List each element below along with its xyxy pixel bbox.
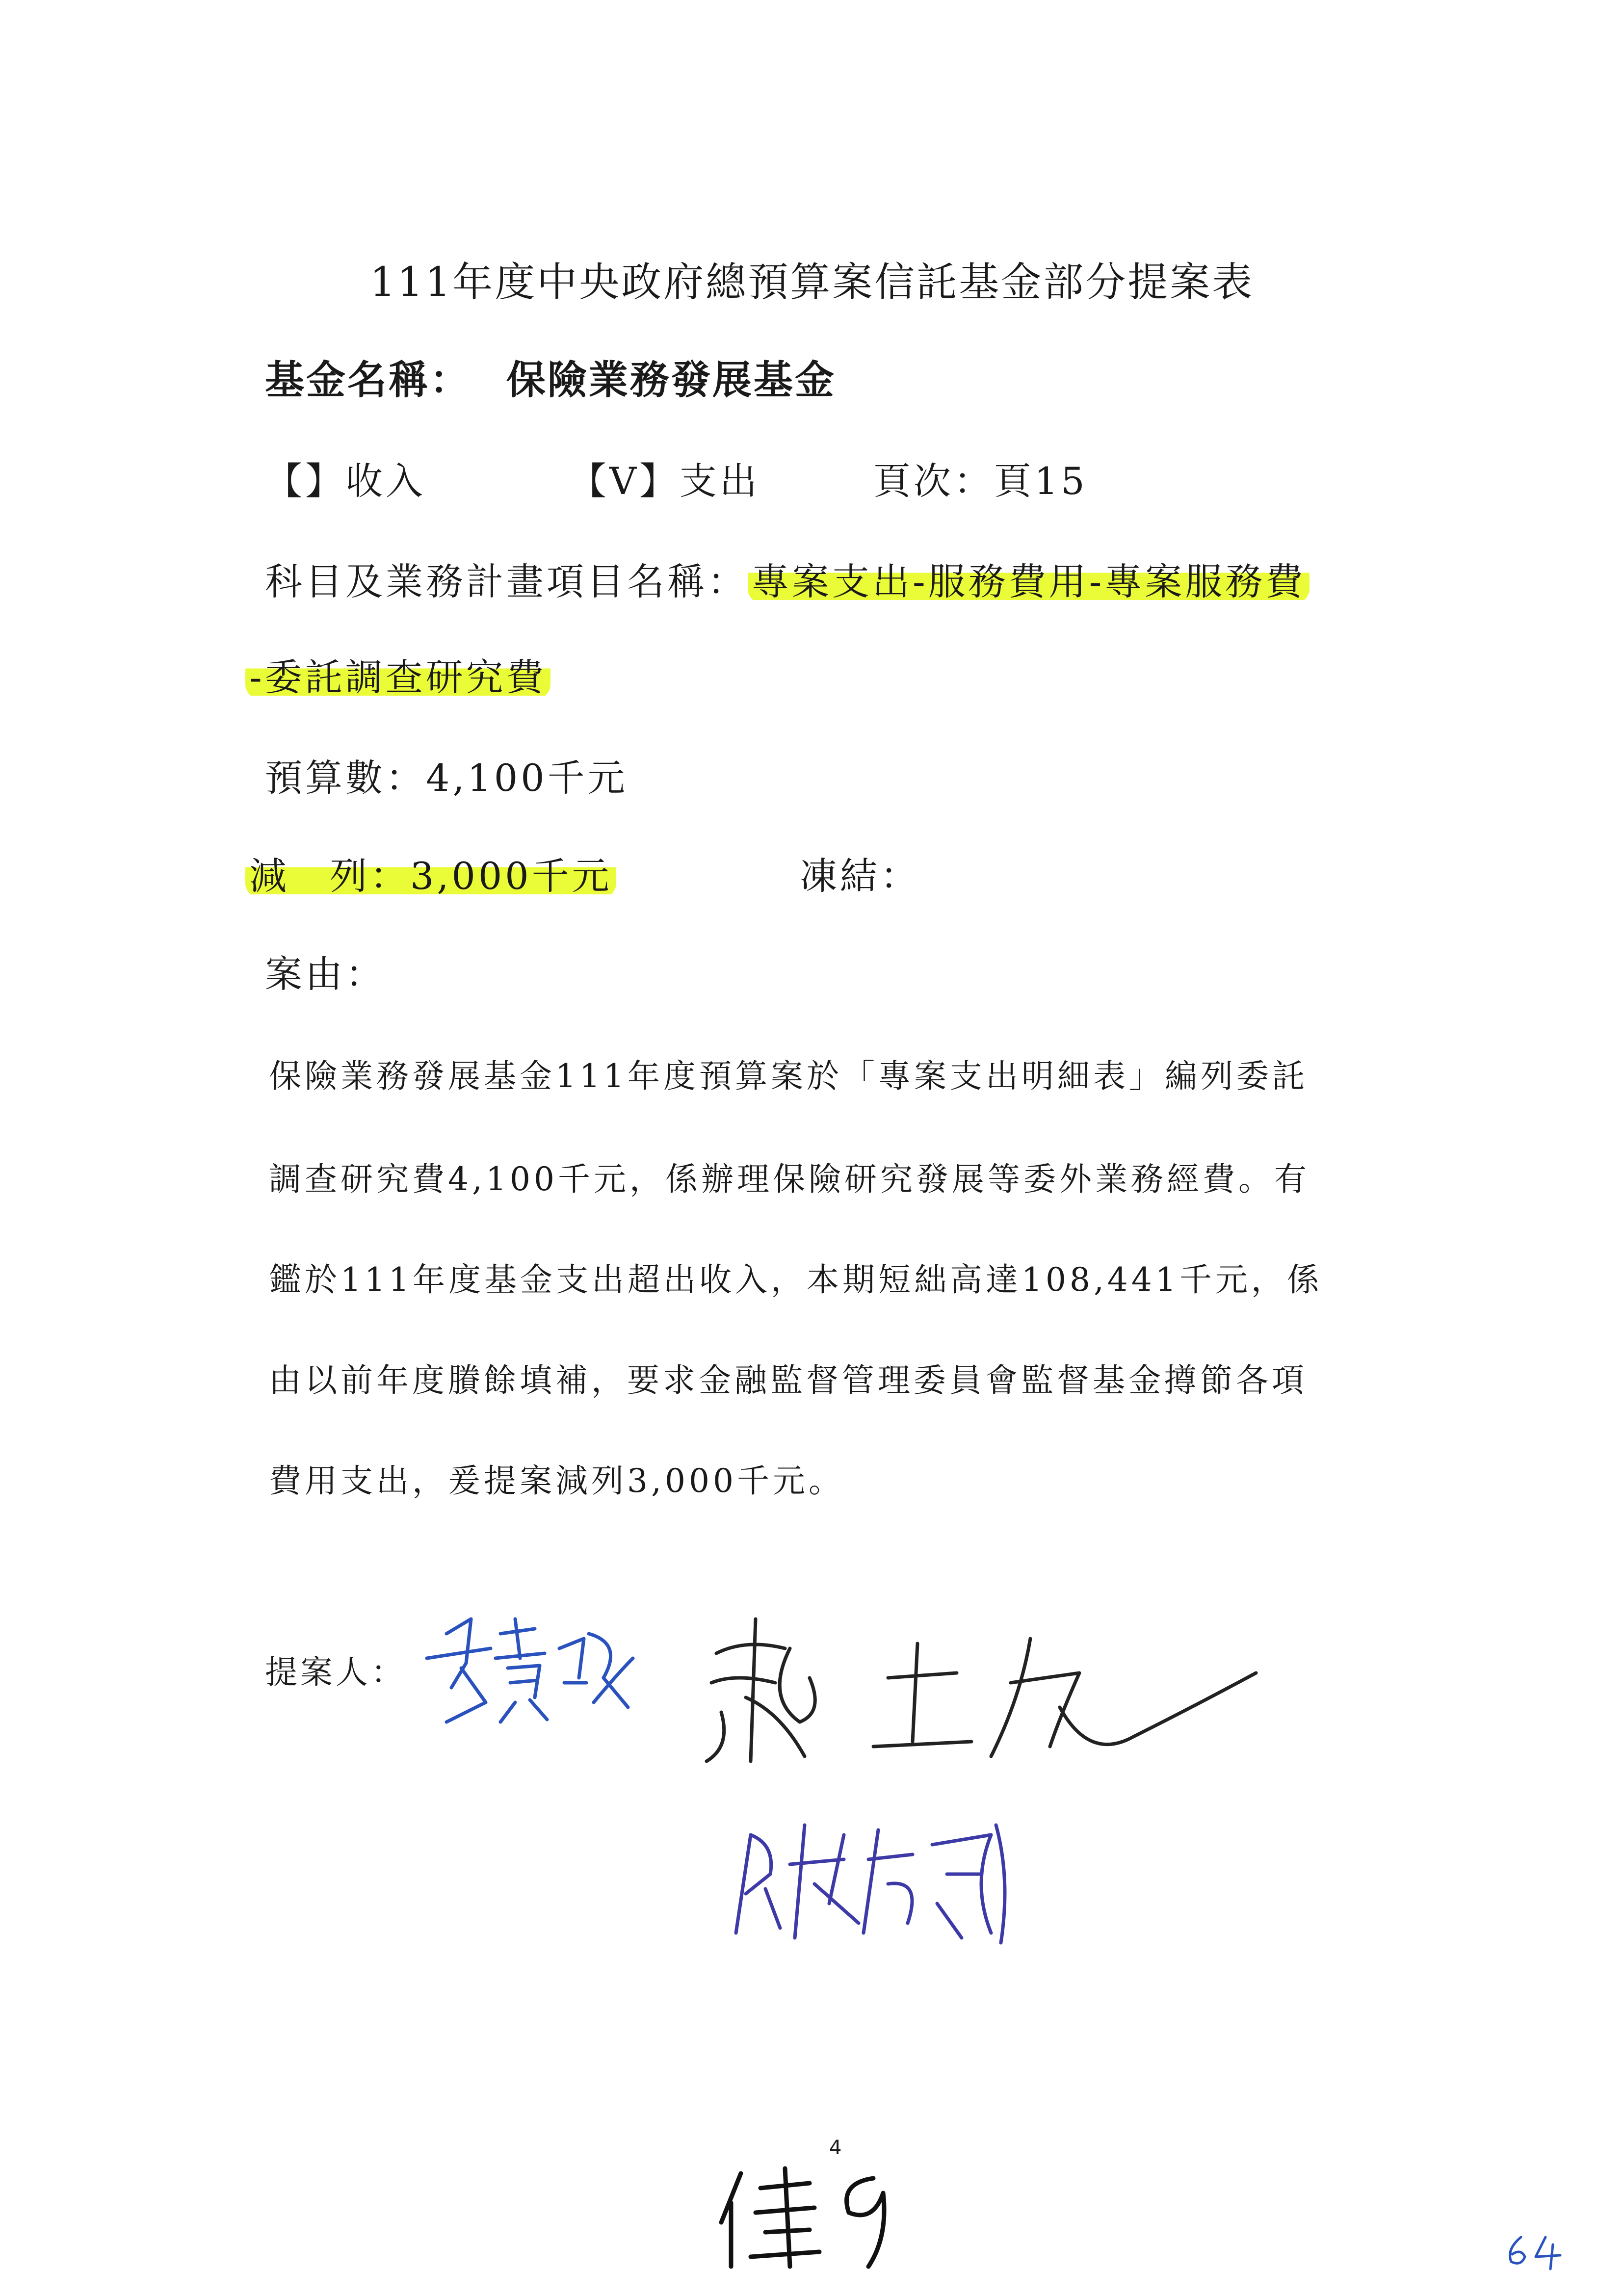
reduction-row <box>245 846 616 900</box>
subject-line-1: 專案支出-服務費用-專案服務費 <box>748 560 1310 603</box>
signature-purple <box>716 1805 1021 1953</box>
expense-checkbox: 【V】支出 <box>569 459 760 503</box>
reason-line: 鑑於111年度基金支出超出收入，本期短絀高達108,441千元，係 <box>269 1261 1323 1299</box>
page-reference: 頁次：頁15 <box>873 459 1088 503</box>
signature-blue <box>417 1604 643 1732</box>
handwritten-annotation <box>711 2159 917 2276</box>
reduction-amount: 減 列：3,000千元 <box>245 854 616 898</box>
subject-row-2 <box>245 648 550 701</box>
reason-line: 調查研究費4,100千元，係辦理保險研究發展等委外業務經費。有 <box>269 1160 1310 1198</box>
subject-label: 科目及業務計畫項目名稱： <box>265 560 748 603</box>
subject-row <box>265 552 1310 605</box>
reason-line: 由以前年度賸餘填補，要求金融監督管理委員會監督基金撙節各項 <box>269 1361 1308 1399</box>
income-checkbox: 【】收入 <box>265 459 426 503</box>
reason-label: 案由： <box>265 952 386 996</box>
proposer-label: 提案人： <box>265 1653 406 1691</box>
page-title: 111年度中央政府總預算案信託基金部分提案表 <box>369 259 1255 306</box>
budget-amount: 預算數：4,100千元 <box>265 756 628 800</box>
freeze-label: 凍結： <box>800 854 920 898</box>
fund-name-row <box>265 348 836 405</box>
page-number: 4 <box>829 2137 842 2159</box>
signature-black <box>677 1599 1266 1786</box>
reason-line: 保險業務發展基金111年度預算案於「專案支出明細表」編列委託 <box>269 1057 1308 1095</box>
subject-line-2: -委託調查研究費 <box>245 655 550 699</box>
reason-line: 費用支出，爰提案減列3,000千元。 <box>269 1462 844 1500</box>
fund-name: 保險業務發展基金 <box>506 357 836 403</box>
handwritten-page-mark <box>1501 2230 1570 2274</box>
fund-name-label: 基金名稱： <box>265 357 471 403</box>
